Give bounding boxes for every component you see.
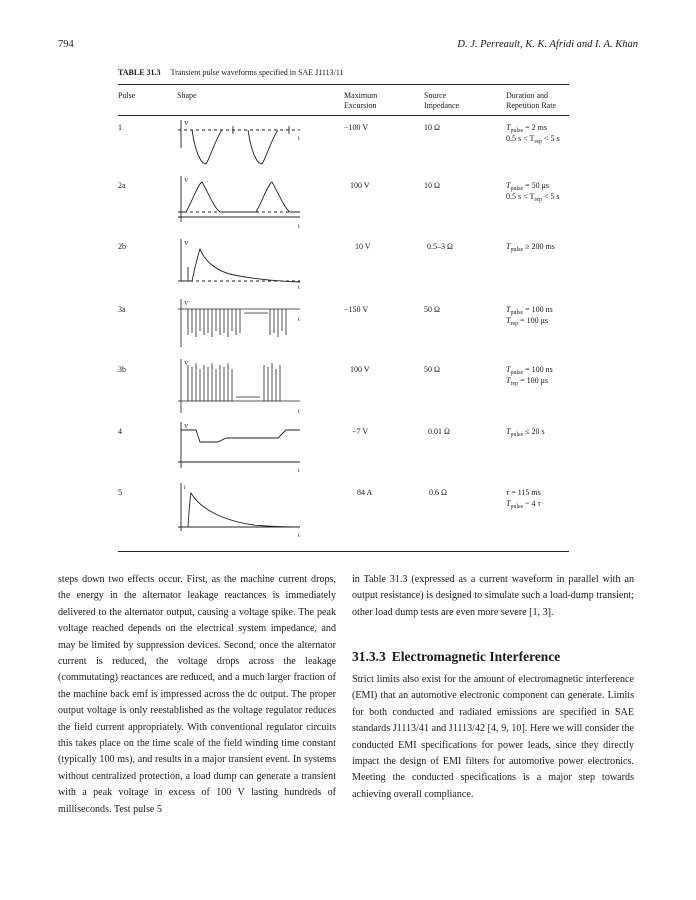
- row-pulse: 4: [118, 427, 122, 436]
- row-duration: $T_{pulse} = 100$ ns: [506, 305, 553, 316]
- header-excursion-line2: Excursion: [344, 101, 377, 110]
- row-impedance: 0.01 Ω: [428, 427, 450, 436]
- row-excursion: −7 V: [352, 427, 369, 436]
- waveform-pulse-1: [174, 118, 306, 180]
- row-impedance: 50 Ω: [424, 305, 440, 314]
- row-pulse: 5: [118, 488, 122, 497]
- row-repetition: $T_{rep} = 100$ μs: [506, 376, 549, 387]
- body-paragraph: in Table 31.3 (expressed as a current waveform in parallel with an output resistance) is designed to simulate such a load-dump transient; other load dump tests are even more severe [1, 3].: [352, 574, 634, 618]
- body-paragraph: Strict limits also exist for the amount of electromagnetic interference (EMI) that an automotive electronic component can generate. Limits for both conducted and radiated emissions are specified in SAE standards J1113/41 and J1113/42 [4, 9, 10]. Here we will consider the conducted EMI specifications for power leads, since they directly impact the design of EMI filters for automotive power electronics. Meeting the conducted specifications is a major step towards achieving overall compliance.: [352, 674, 634, 800]
- axis-label-t: t: [298, 533, 300, 539]
- axis-label-v: V: [184, 424, 189, 430]
- row-duration: $T_{pulse} \ge 200$ ms: [506, 242, 555, 253]
- row-repetition: 0.5 $s < T_{rep} < 5$ s: [506, 192, 560, 203]
- header-excursion: [344, 91, 377, 111]
- left-column: [58, 572, 336, 818]
- axis-label-t: t: [298, 317, 300, 323]
- waveform-pulse-3a: [174, 297, 306, 353]
- axis-label-v: V: [184, 241, 189, 247]
- row-pulse: 2a: [118, 181, 126, 190]
- row-duration: $T_{pulse} = 50$ μs: [506, 181, 550, 192]
- row-impedance: 0.5–3 Ω: [427, 242, 453, 251]
- section-heading: [352, 649, 566, 665]
- table-caption-text: Transient pulse waveforms specified in SAE J1113/11: [170, 68, 344, 77]
- waveform-pulse-3b: [174, 357, 306, 419]
- header-pulse: Pulse: [118, 91, 136, 100]
- header-duration: [506, 91, 556, 111]
- row-pulse: 1: [118, 123, 122, 132]
- row-pulse: 3a: [118, 305, 126, 314]
- row-excursion: 10 V: [355, 242, 371, 251]
- axis-label-v: V: [184, 121, 189, 127]
- axis-label-i: i: [184, 485, 186, 491]
- right-column-top: [352, 572, 634, 621]
- section-number: 31.3.3: [352, 649, 386, 664]
- section-title: Electromagnetic Interference: [391, 649, 561, 664]
- right-column-bottom: [352, 672, 634, 803]
- header-impedance-line2: Impedance: [424, 101, 460, 110]
- row-impedance: 0.6 Ω: [429, 488, 447, 497]
- header-impedance-line1: Source: [424, 91, 447, 100]
- row-excursion: 84 A: [357, 488, 373, 497]
- waveform-pulse-2b: [174, 237, 306, 293]
- row-duration: $T_{pulse} = 2$ ms: [506, 123, 547, 134]
- axis-label-v: V: [184, 361, 189, 367]
- axis-label-t: t: [298, 409, 300, 415]
- header-shape: Shape: [177, 91, 197, 100]
- header-duration-line2: Repetition Rate: [506, 101, 556, 110]
- waveform-pulse-5: [174, 481, 306, 539]
- row-impedance: 10 Ω: [424, 181, 440, 190]
- row-excursion: −150 V: [344, 305, 369, 314]
- row-repetition: $T_{pulse}$ ~ 4 τ: [506, 499, 541, 510]
- header-excursion-line1: Maximum: [344, 91, 378, 100]
- header-duration-line1: Duration and: [506, 91, 548, 100]
- row-repetition: 0.5 $s < T_{rep} < 5$ s: [506, 134, 560, 145]
- header-impedance: [424, 91, 459, 111]
- axis-label-t: t: [298, 136, 300, 142]
- row-excursion: 100 V: [350, 365, 370, 374]
- waveform-pulse-2a: [174, 174, 306, 236]
- row-repetition: $T_{rep} = 100$ μs: [506, 316, 549, 327]
- row-duration: $T_{pulse} \le 20$ s: [506, 427, 545, 438]
- row-impedance: 50 Ω: [424, 365, 440, 374]
- waveform-pulse-4: [174, 420, 306, 476]
- row-duration: $T_{pulse} = 100$ ns: [506, 365, 553, 376]
- page-number: 794: [58, 39, 74, 50]
- axis-label-t: t: [298, 468, 300, 474]
- table-label: TABLE 31.3: [118, 68, 161, 77]
- row-excursion: 100 V: [350, 181, 370, 190]
- row-pulse: 2b: [118, 242, 126, 251]
- table-bottom-rule: [118, 551, 569, 552]
- table-top-rule: [118, 84, 569, 85]
- axis-label-t: t: [298, 285, 300, 291]
- axis-label-v: V: [184, 301, 189, 307]
- row-impedance: 10 Ω: [424, 123, 440, 132]
- row-excursion: −100 V: [344, 123, 369, 132]
- row-duration: τ = 115 ms: [506, 488, 541, 497]
- row-pulse: 3b: [118, 365, 126, 374]
- table-header-rule: [118, 115, 569, 116]
- running-header-authors: D. J. Perreault, K. K. Afridi and I. A. Khan: [457, 39, 638, 50]
- axis-label-t: t: [298, 224, 300, 230]
- body-paragraph: steps down two effects occur. First, as the machine current drops, the energy in the alternator leakage reactances is immediately delivered to the alternator output, causing a voltage spike. The peak voltage reached depends on the electrical system impedance, and may be limited by suppression devices. Second, once the alternator current is reduced, the voltage drops across the leakage (commutating) reactances are reduced, and a much larger fraction of the machine back emf is impressed across the dc output. The proper output voltage is only reestablished as the voltage regulator reduces the field current appropriately. With conventional regulator circuits this takes place on the time scale of the field winding time constant (typically 100 ms), and results in a major transient event. In systems without centralized protection, a load dump can generate a transient with a peak voltage in excess of 100 V lasting hundreds of milliseconds. Test pulse 5: [58, 574, 336, 815]
- table-caption: [118, 68, 344, 77]
- axis-label-v: V: [184, 178, 189, 184]
